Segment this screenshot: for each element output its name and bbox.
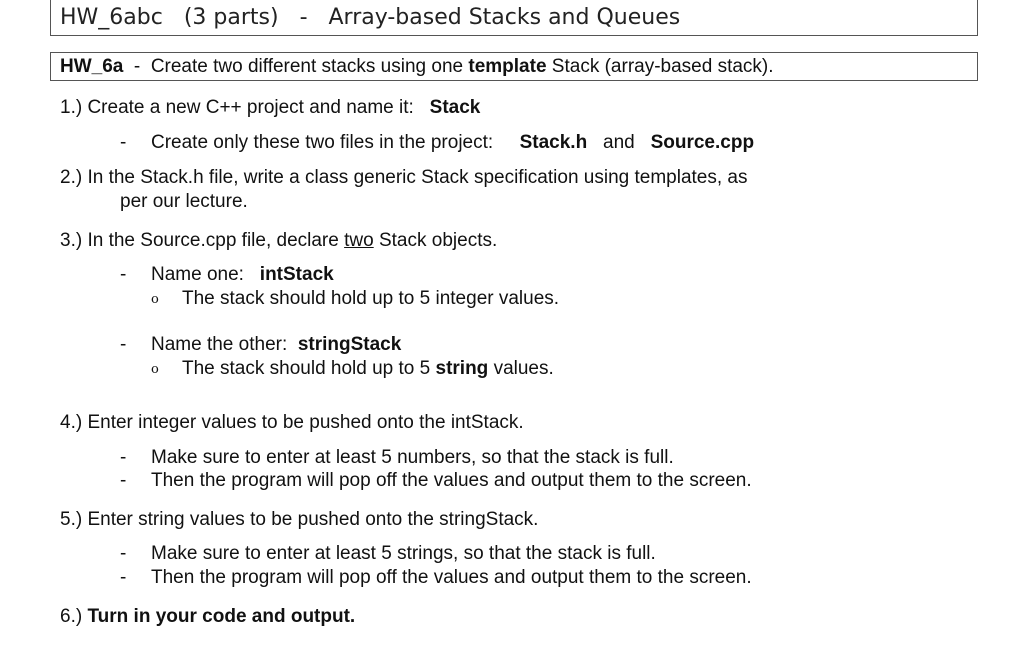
step-5: 5.) Enter string values to be pushed onto the stringStack. — [60, 509, 539, 530]
step-1-subitem — [151, 132, 754, 154]
step-2-line-2: per our lecture. — [120, 191, 248, 212]
int-stack-label: Name one: — [151, 264, 244, 285]
int-stack-item — [151, 264, 334, 286]
string-stack-label: Name the other: — [151, 334, 288, 355]
step-1-project-name: Stack — [429, 97, 481, 118]
bullet-dash: - — [120, 447, 127, 468]
string-stack-item — [151, 334, 401, 356]
title-topic: Array-based Stacks and Queues — [328, 5, 681, 30]
file-stack-h: Stack.h — [519, 132, 588, 153]
step-1-text: 1.) Create a new C++ project and name it: — [60, 97, 414, 118]
step-3 — [60, 230, 497, 252]
step-5-bullet-2: Then the program will pop off the values and output them to the screen. — [151, 567, 752, 588]
title-separator: - — [299, 5, 308, 30]
section-text-post: Stack (array-based stack). — [551, 56, 774, 77]
string-stack-desc — [182, 358, 554, 380]
document-title — [50, 0, 978, 36]
bullet-dash: - — [120, 470, 127, 491]
step-6-num: 6.) — [60, 606, 83, 627]
step-6 — [60, 606, 355, 628]
section-separator: - — [133, 56, 141, 77]
step-6-text: Turn in your code and output. — [87, 606, 356, 627]
section-header — [50, 52, 978, 81]
bullet-circle: o — [151, 292, 159, 307]
step-5-bullet-1: Make sure to enter at least 5 strings, so that the stack is full. — [151, 543, 656, 564]
bullet-dash: - — [120, 543, 127, 564]
step-3-pre: 3.) In the Source.cpp file, declare — [60, 230, 339, 251]
bullet-dash: - — [120, 132, 127, 153]
file-source-cpp: Source.cpp — [650, 132, 755, 153]
int-stack-name: intStack — [259, 264, 334, 285]
bullet-circle: o — [151, 362, 159, 377]
bullet-dash: - — [120, 264, 127, 285]
title-parts: (3 parts) — [183, 5, 279, 30]
bullet-dash: - — [120, 334, 127, 355]
section-text-pre: Create two different stacks using one — [150, 56, 464, 77]
title-code: HW_6abc — [60, 5, 163, 30]
step-4-bullet-2: Then the program will pop off the values and output them to the screen. — [151, 470, 752, 491]
section-text-bold: template — [468, 56, 547, 77]
step-1-subitem-text: Create only these two files in the project: — [151, 132, 494, 153]
string-stack-name: stringStack — [297, 334, 402, 355]
int-stack-desc: The stack should hold up to 5 integer values. — [182, 288, 560, 309]
section-code: HW_6a — [60, 56, 124, 77]
step-4: 4.) Enter integer values to be pushed onto the intStack. — [60, 412, 524, 433]
step-4-bullet-1: Make sure to enter at least 5 numbers, so that the stack is full. — [151, 447, 674, 468]
step-3-post: Stack objects. — [378, 230, 498, 251]
string-stack-desc-post: values. — [493, 358, 554, 379]
step-3-underline: two — [344, 230, 374, 251]
bullet-dash: - — [120, 567, 127, 588]
string-stack-desc-bold: string — [435, 358, 489, 379]
step-2-line-1: 2.) In the Stack.h file, write a class generic Stack specification using templates, as — [60, 167, 748, 188]
step-1 — [60, 97, 480, 119]
step-1-and: and — [603, 132, 635, 153]
string-stack-desc-pre: The stack should hold up to 5 — [182, 358, 431, 379]
